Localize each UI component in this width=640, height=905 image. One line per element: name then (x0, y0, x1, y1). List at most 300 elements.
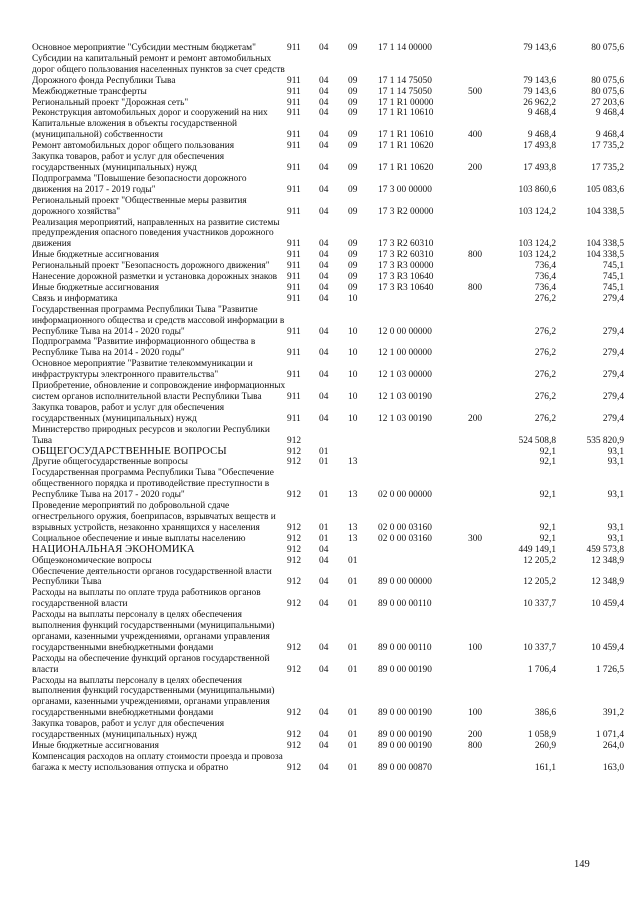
subsection-code: 01 (348, 730, 358, 741)
target-article-code: 17 3 R2 60310 (378, 250, 434, 261)
subsection-code: 09 (348, 282, 358, 293)
target-article-code (378, 294, 468, 305)
expense-type-code: 200 (468, 413, 483, 424)
amount-year-1: 736,4 (534, 261, 556, 272)
expense-type-code (468, 468, 498, 501)
row-name: Государственная программа Республики Тыва "Обеспечение общественного порядка и противодействие преступности в Республике Тыва на 2017 - 2020 годы" (32, 468, 274, 501)
subsection-code: 09 (348, 184, 358, 195)
admin-code: 912 (287, 522, 302, 533)
section-code: 04 (319, 261, 329, 272)
amount-year-1: 103 124,2 (518, 239, 556, 250)
table-row (32, 588, 624, 610)
amount-year-1: 92,1 (539, 446, 556, 457)
section-code: 04 (319, 599, 329, 610)
amount-year-1: 103 124,2 (518, 206, 556, 217)
target-article-code: 17 3 00 00000 (378, 184, 432, 195)
section-code: 04 (319, 97, 329, 108)
amount-year-2: 93,1 (607, 522, 624, 533)
expense-type-code (468, 196, 498, 218)
admin-code: 912 (287, 555, 302, 566)
section-code: 04 (319, 108, 329, 119)
table-row (32, 741, 624, 752)
expense-type-code: 400 (468, 130, 483, 141)
amount-year-2: 1 071,4 (595, 730, 624, 741)
page-number: 149 (574, 859, 590, 870)
row-name: Обеспечение деятельности органов государственной власти Республики Тыва (32, 566, 272, 588)
row-name: Иные бюджетные ассигнования (32, 741, 159, 751)
table-row (32, 676, 624, 720)
row-name: Закупка товаров, работ и услуг для обеспечения государственных (муниципальных) нужд (32, 402, 225, 424)
row-name: Реализация мероприятий, направленных на развитие системы предупреждения опасного поведения участников дорожного движения (32, 217, 280, 250)
amount-year-1: 92,1 (539, 490, 556, 501)
subsection-code: 01 (348, 642, 358, 653)
table-row (32, 283, 624, 294)
target-article-code: 89 0 00 00190 (378, 664, 432, 675)
expense-type-code (468, 43, 498, 54)
amount-year-1: 1 058,9 (527, 730, 556, 741)
row-name: Расходы на обеспечение функций органов государственной власти (32, 653, 270, 675)
row-name: Расходы на выплаты по оплате труда работников органов государственной власти (32, 588, 261, 610)
table-row (32, 87, 624, 98)
admin-code: 911 (287, 392, 301, 402)
subsection-code: 13 (348, 490, 358, 501)
row-name: Реконструкция автомобильных дорог и сооружений на них (32, 108, 268, 119)
admin-code: 912 (287, 533, 302, 544)
amount-year-1: 276,2 (534, 326, 556, 337)
amount-year-2: 9 468,4 (595, 130, 624, 141)
admin-code: 912 (287, 642, 302, 653)
admin-code: 912 (287, 730, 302, 741)
section-code: 04 (319, 642, 329, 653)
table-row (32, 218, 624, 251)
amount-year-2: 279,4 (602, 413, 624, 424)
amount-year-1: 449 149,1 (518, 544, 556, 555)
table-row (32, 272, 624, 283)
target-article-code: 17 1 R1 10620 (378, 141, 434, 152)
table-row (32, 556, 624, 567)
target-article-code: 02 0 00 00000 (378, 490, 432, 501)
admin-code: 912 (287, 599, 302, 610)
amount-year-2: 1 726,5 (595, 664, 624, 675)
subsection-code: 09 (348, 130, 358, 141)
expense-type-code (468, 359, 498, 381)
admin-code: 911 (287, 206, 301, 217)
expense-type-code (468, 567, 498, 589)
amount-year-1: 12 205,2 (523, 577, 556, 588)
subsection-code: 01 (348, 664, 358, 675)
admin-code: 912 (287, 741, 302, 751)
amount-year-2: 93,1 (607, 533, 624, 544)
row-name: Компенсация расходов на оплату стоимости проезда и провоза багажа к месту использования отпуска и обратно (32, 751, 283, 773)
table-row (32, 98, 624, 109)
target-article-code: 89 0 00 00190 (378, 708, 432, 719)
table-row (32, 425, 624, 447)
admin-code: 911 (287, 348, 301, 359)
table-row (32, 545, 624, 556)
amount-year-2: 12 348,9 (591, 577, 624, 588)
subsection-code: 13 (348, 522, 358, 533)
amount-year-2: 104 338,5 (586, 250, 624, 261)
admin-code: 912 (287, 544, 302, 555)
section-code: 04 (319, 184, 329, 195)
amount-year-2: 93,1 (607, 446, 624, 457)
expense-type-code: 500 (468, 86, 483, 97)
expense-type-code (468, 654, 498, 676)
amount-year-2: 27 203,6 (591, 97, 624, 108)
amount-year-2: 10 459,4 (591, 599, 624, 610)
admin-code: 911 (287, 293, 301, 304)
admin-code: 911 (287, 108, 301, 119)
row-name: НАЦИОНАЛЬНАЯ ЭКОНОМИКА (32, 543, 195, 555)
expense-type-code (468, 337, 498, 359)
target-article-code: 89 0 00 00190 (378, 741, 432, 751)
target-article-code: 17 1 14 00000 (378, 43, 432, 53)
amount-year-2: 93,1 (607, 457, 624, 468)
expense-type-code (468, 294, 498, 305)
subsection-code: 09 (348, 141, 358, 152)
target-article-code (378, 556, 468, 567)
expense-type-code (468, 381, 498, 403)
section-code: 04 (319, 544, 329, 555)
subsection-code: 01 (348, 741, 358, 751)
amount-year-2: 745,1 (602, 272, 624, 283)
admin-code: 911 (287, 141, 301, 152)
amount-year-2: 80 075,6 (591, 43, 624, 53)
row-name: Региональный проект "Безопасность дорожного движения" (32, 261, 270, 272)
admin-code: 912 (287, 446, 302, 457)
table-row (32, 567, 624, 589)
expense-type-code (468, 108, 498, 119)
table-row (32, 108, 624, 119)
expense-type-code: 200 (468, 730, 483, 741)
section-code: 04 (319, 282, 329, 293)
amount-year-2: 9 468,4 (595, 108, 624, 119)
amount-year-1: 161,1 (534, 762, 556, 773)
row-name: Приобретение, обновление и сопровождение информационных систем органов исполнительной власти Республики Тыва (32, 381, 286, 402)
table-row (32, 468, 624, 501)
admin-code: 912 (287, 435, 302, 446)
amount-year-1: 524 508,8 (518, 435, 556, 446)
expense-type-code (468, 174, 498, 196)
section-code: 04 (319, 741, 329, 751)
section-code: 04 (319, 43, 329, 53)
subsection-code: 09 (348, 239, 358, 250)
expense-type-code (468, 141, 498, 152)
table-row (32, 261, 624, 272)
section-code: 04 (319, 370, 329, 381)
row-name: Расходы на выплаты персоналу в целях обеспечения выполнения функций государственными (муниципальными) органами, казенными учреждениями, органами управления государственными внебюджетными фондами (32, 610, 275, 653)
table-row (32, 294, 624, 305)
amount-year-1: 26 962,2 (523, 97, 556, 108)
target-article-code (378, 447, 468, 458)
section-code: 04 (319, 162, 329, 173)
target-article-code: 12 1 00 00000 (378, 348, 432, 359)
amount-year-1: 736,4 (534, 272, 556, 283)
table-row (32, 654, 624, 676)
target-article-code: 12 1 03 00000 (378, 370, 432, 381)
row-name: Социальное обеспечение и иные выплаты населению (32, 533, 246, 544)
amount-year-1: 10 337,7 (523, 642, 556, 653)
expense-type-code: 100 (468, 642, 483, 653)
amount-year-2: 17 735,2 (591, 141, 624, 152)
target-article-code (378, 457, 468, 468)
row-name: Другие общегосударственные вопросы (32, 457, 188, 468)
row-name: Общеэкономические вопросы (32, 555, 152, 566)
amount-year-1: 276,2 (534, 370, 556, 381)
subsection-code: 10 (348, 326, 358, 337)
table-row (32, 457, 624, 468)
target-article-code: 89 0 00 00110 (378, 599, 432, 610)
target-article-code: 17 1 R1 10610 (378, 130, 434, 141)
amount-year-1: 276,2 (534, 293, 556, 304)
target-article-code: 12 1 03 00190 (378, 392, 432, 402)
section-code: 04 (319, 239, 329, 250)
amount-year-1: 386,6 (534, 708, 556, 719)
subsection-code: 09 (348, 108, 358, 119)
expense-type-code (468, 272, 498, 283)
amount-year-2: 80 075,6 (591, 75, 624, 86)
section-code: 04 (319, 708, 329, 719)
target-article-code: 02 0 00 03160 (378, 522, 432, 533)
subsection-code: 10 (348, 348, 358, 359)
expense-type-code (468, 425, 498, 447)
amount-year-1: 12 205,2 (523, 555, 556, 566)
expense-type-code: 300 (468, 533, 483, 544)
amount-year-1: 92,1 (539, 457, 556, 468)
section-code: 04 (319, 206, 329, 217)
amount-year-2: 535 820,9 (586, 435, 624, 446)
row-name: Региональный проект "Общественные меры развития дорожного хозяйства" (32, 195, 247, 217)
table-row (32, 447, 624, 458)
amount-year-1: 276,2 (534, 413, 556, 424)
section-code: 04 (319, 141, 329, 152)
row-name: Капитальные вложения в объекты государственной (муниципальной) собственности (32, 119, 238, 141)
row-name: Связь и информатика (32, 293, 118, 304)
amount-year-2: 459 573,8 (586, 544, 624, 555)
table-row (32, 719, 624, 741)
subsection-code: 10 (348, 370, 358, 381)
subsection-code: 09 (348, 97, 358, 108)
row-name: Расходы на выплаты персоналу в целях обеспечения выполнения функций государственными (муниципальными) органами, казенными учреждениями, органами управления государственными внебюджетными фондами (32, 675, 275, 719)
admin-code: 911 (287, 272, 301, 283)
expense-type-code (468, 305, 498, 338)
section-code: 04 (319, 326, 329, 337)
section-code: 04 (319, 293, 329, 304)
amount-year-2: 12 348,9 (591, 555, 624, 566)
subsection-code: 01 (348, 762, 358, 773)
section-code: 04 (319, 272, 329, 283)
amount-year-2: 93,1 (607, 490, 624, 501)
admin-code: 911 (287, 282, 301, 293)
amount-year-1: 79 143,6 (523, 43, 556, 53)
amount-year-1: 276,2 (534, 348, 556, 359)
admin-code: 912 (287, 577, 302, 588)
section-code: 04 (319, 348, 329, 359)
section-code: 04 (319, 75, 329, 86)
expense-type-code (468, 54, 498, 87)
row-name: Региональный проект "Дорожная сеть" (32, 97, 189, 108)
amount-year-2: 745,1 (602, 261, 624, 272)
section-code: 04 (319, 555, 329, 566)
target-article-code: 17 3 R3 00000 (378, 261, 434, 272)
target-article-code: 89 0 00 00000 (378, 577, 432, 588)
subsection-code: 10 (348, 392, 358, 402)
subsection-code: 01 (348, 577, 358, 588)
row-name: Закупка товаров, работ и услуг для обеспечения государственных (муниципальных) нужд (32, 719, 225, 741)
amount-year-1: 1 706,4 (527, 664, 556, 675)
amount-year-1: 260,9 (534, 741, 556, 751)
section-code: 04 (319, 762, 329, 773)
target-article-code: 02 0 00 03160 (378, 533, 432, 544)
expense-type-code: 100 (468, 708, 483, 719)
target-article-code: 17 1 R1 10610 (378, 108, 434, 119)
admin-code: 911 (287, 184, 301, 195)
target-article-code: 12 0 00 00000 (378, 326, 432, 337)
amount-year-1: 79 143,6 (523, 75, 556, 86)
subsection-code: 13 (348, 533, 358, 544)
admin-code: 911 (287, 250, 301, 261)
admin-code: 911 (287, 75, 301, 86)
row-name: Основное мероприятие "Развитие телекоммуникации и инфраструктуры электронного правительства" (32, 359, 253, 381)
row-name: Закупка товаров, работ и услуг для обеспечения государственных (муниципальных) нужд (32, 152, 225, 173)
admin-code: 911 (287, 239, 301, 250)
amount-year-2: 279,4 (602, 348, 624, 359)
table-row (32, 54, 624, 87)
amount-year-2: 264,0 (602, 741, 624, 751)
table-row (32, 381, 624, 403)
amount-year-1: 103 124,2 (518, 250, 556, 261)
target-article-code (378, 545, 468, 556)
table-row (32, 43, 624, 54)
amount-year-1: 17 493,8 (523, 162, 556, 173)
table-row (32, 359, 624, 381)
budget-table-body (32, 43, 624, 774)
admin-code: 912 (287, 457, 302, 468)
section-code: 04 (319, 250, 329, 261)
amount-year-2: 745,1 (602, 282, 624, 293)
budget-table (32, 43, 624, 774)
amount-year-1: 92,1 (539, 533, 556, 544)
section-code: 04 (319, 392, 329, 402)
amount-year-2: 391,2 (602, 708, 624, 719)
section-code: 01 (319, 522, 329, 533)
amount-year-2: 104 338,5 (586, 206, 624, 217)
subsection-code: 09 (348, 250, 358, 261)
admin-code: 911 (287, 86, 301, 97)
row-name: Иные бюджетные ассигнования (32, 250, 159, 261)
amount-year-1: 10 337,7 (523, 599, 556, 610)
row-name: Министерство природных ресурсов и экологии Республики Тыва (32, 424, 270, 446)
section-code: 04 (319, 730, 329, 741)
expense-type-code: 800 (468, 741, 483, 751)
target-article-code: 12 1 03 00190 (378, 413, 432, 424)
section-code: 04 (319, 577, 329, 588)
admin-code: 912 (287, 708, 302, 719)
row-name: Межбюджетные трансферты (32, 86, 147, 97)
expense-type-code (468, 261, 498, 272)
expense-type-code: 800 (468, 282, 483, 293)
admin-code: 911 (287, 162, 301, 173)
row-name: Иные бюджетные ассигнования (32, 282, 159, 293)
amount-year-2: 17 735,2 (591, 162, 624, 173)
expense-type-code: 200 (468, 162, 483, 173)
row-name: Основное мероприятие "Субсидии местным бюджетам" (32, 43, 256, 53)
target-article-code (378, 425, 468, 447)
expense-type-code (468, 588, 498, 610)
target-article-code: 17 3 R3 10640 (378, 272, 434, 283)
admin-code: 912 (287, 664, 302, 675)
admin-code: 911 (287, 130, 301, 141)
admin-code: 911 (287, 97, 301, 108)
section-code (319, 425, 348, 447)
subsection-code (348, 447, 378, 458)
table-row (32, 250, 624, 261)
target-article-code: 17 3 R3 10640 (378, 282, 434, 293)
table-row (32, 752, 624, 774)
section-code: 04 (319, 664, 329, 675)
section-code: 01 (319, 533, 329, 544)
subsection-code: 09 (348, 272, 358, 283)
row-name: Подпрограмма "Повышение безопасности дорожного движения на 2017 - 2019 годы" (32, 173, 247, 195)
amount-year-2: 279,4 (602, 293, 624, 304)
amount-year-2: 105 083,6 (586, 184, 624, 195)
amount-year-1: 92,1 (539, 522, 556, 533)
amount-year-1: 17 493,8 (523, 141, 556, 152)
subsection-code (348, 425, 378, 447)
subsection-code: 09 (348, 43, 358, 53)
target-article-code: 89 0 00 00870 (378, 762, 432, 773)
amount-year-1: 103 860,6 (518, 184, 556, 195)
amount-year-2: 279,4 (602, 326, 624, 337)
subsection-code: 09 (348, 162, 358, 173)
expense-type-code (468, 545, 498, 556)
row-name: Государственная программа Республики Тыва "Развитие информационного общества и средств массовой информации в Республике Тыва на 2014 - 2020 годы" (32, 304, 285, 337)
subsection-code: 10 (348, 293, 358, 304)
row-name: Субсидии на капитальный ремонт и ремонт автомобильных дорог общего пользования населенных пунктов за счет средств Дорожного фонда Республики Тыва (32, 53, 285, 86)
subsection-code: 09 (348, 75, 358, 86)
target-article-code: 17 3 R2 00000 (378, 206, 434, 217)
row-name: Проведение мероприятий по добровольной сдаче огнестрельного оружия, боеприпасов, взрывчатых веществ и взрывных устройств, незаконно хранящихся у населения (32, 501, 276, 533)
expense-type-code (468, 752, 498, 774)
target-article-code: 17 1 R1 10620 (378, 162, 434, 173)
table-row (32, 152, 624, 174)
row-name: Нанесение дорожной разметки и установка дорожных знаков (32, 272, 278, 283)
row-name: Подпрограмма "Развитие информационного общества в Республике Тыва на 2014 - 2020 годы" (32, 337, 256, 359)
admin-code: 912 (287, 490, 302, 501)
target-article-code: 17 3 R2 60310 (378, 239, 434, 250)
table-row (32, 305, 624, 338)
section-code: 04 (319, 86, 329, 97)
amount-year-1: 9 468,4 (527, 108, 556, 119)
expense-type-code (468, 447, 498, 458)
admin-code: 912 (287, 762, 302, 773)
row-name: Ремонт автомобильных дорог общего пользования (32, 141, 235, 152)
amount-year-1: 9 468,4 (527, 130, 556, 141)
section-code: 04 (319, 413, 329, 424)
expense-type-code (468, 218, 498, 251)
expense-type-code: 800 (468, 250, 483, 261)
target-article-code: 17 1 14 75050 (378, 75, 432, 86)
subsection-code (348, 545, 378, 556)
expense-type-code (468, 457, 498, 468)
target-article-code: 17 1 R1 00000 (378, 97, 434, 108)
table-row (32, 196, 624, 218)
table-row (32, 337, 624, 359)
amount-year-1: 736,4 (534, 282, 556, 293)
admin-code: 911 (287, 261, 301, 272)
subsection-code: 10 (348, 413, 358, 424)
admin-code: 911 (287, 370, 301, 381)
